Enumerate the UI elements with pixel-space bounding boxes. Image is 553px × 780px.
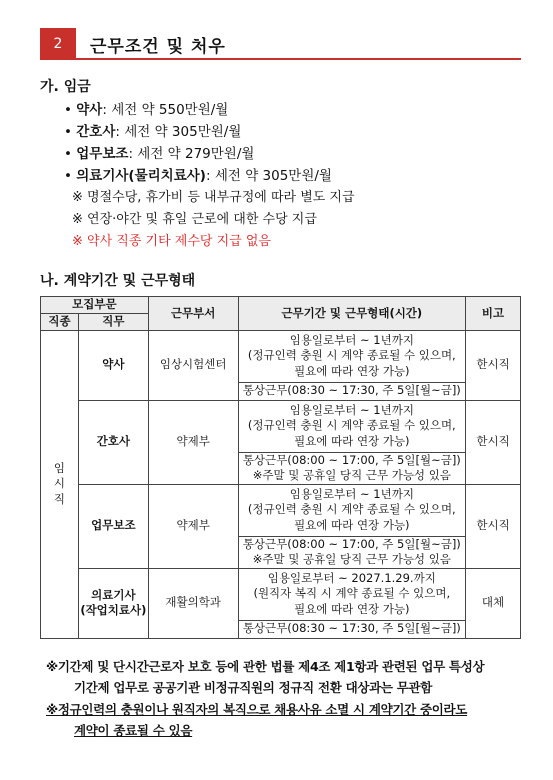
pay-value: : 세전 약 550만원/월	[102, 102, 229, 118]
remark-cell: 한시직	[466, 330, 521, 400]
pay-role: 의료기사(물리치료사)	[76, 168, 206, 184]
table-row	[41, 400, 521, 452]
pay-item-nurse: • 간호사: 세전 약 305만원/월	[64, 124, 242, 140]
remark-cell: 대체	[466, 568, 521, 638]
period-line: (정규인력 충원 시 계약 종료될 수 있으며,	[247, 502, 456, 517]
period-line: 임용일로부터 ~ 1년까지	[289, 402, 414, 417]
hours-cell	[238, 452, 466, 484]
footnote-1-line-2: 기간제 업무로 공공기관 비정규직원의 정규직 전환 대상과는 무관함	[74, 680, 433, 695]
hours-note: ※주말 및 공휴일 당직 근무 가능성 있음	[252, 468, 451, 483]
section-header	[40, 28, 521, 60]
pay-role: 업무보조	[76, 146, 129, 162]
hours-cell: 통상근무(08:30 ~ 17:30, 주 5일[월~금])	[238, 620, 466, 638]
table-row	[41, 330, 521, 382]
hours-line: 통상근무(08:00 ~ 17:00, 주 5일[월~금])	[242, 452, 461, 467]
contract-table	[40, 296, 521, 639]
period-line: (원직자 복직 시 계약 종료될 수 있으며,	[253, 586, 451, 601]
period-line: 필요에 따라 연장 가능)	[294, 433, 410, 448]
job-line: (작업치료사)	[80, 603, 147, 618]
remark-cell: 한시직	[466, 484, 521, 568]
header-remark: 비고	[466, 297, 521, 331]
dept-cell: 재활의학과	[148, 568, 238, 638]
dept-cell: 약제부	[148, 484, 238, 568]
pay-note: ※ 연장·야간 및 휴일 근로에 대한 수당 지급	[72, 212, 317, 227]
job-cell	[78, 568, 148, 638]
period-line: 필요에 따라 연장 가능)	[294, 363, 410, 378]
hours-note: ※주말 및 공휴일 당직 근무 가능성 있음	[252, 552, 451, 567]
footnote-1-line-1: ※기간제 및 단시간근로자 보호 등에 관한 법률 제4조 제1항과 관련된 업무 특성상	[46, 659, 485, 674]
job-cell: 간호사	[78, 400, 148, 484]
period-cell	[238, 330, 466, 382]
period-cell	[238, 484, 466, 536]
period-line: 필요에 따라 연장 가능)	[294, 517, 410, 532]
period-line: 임용일로부터 ~ 1년까지	[289, 332, 414, 347]
dept-cell: 임상시험센터	[148, 330, 238, 400]
section-number: 2	[40, 28, 76, 60]
footnote-2-line-2: 계약이 종료될 수 있음	[74, 723, 193, 738]
header-dept: 근무부서	[148, 297, 238, 331]
job-cell: 업무보조	[78, 484, 148, 568]
table-row	[41, 568, 521, 620]
pay-item-pharmacist: • 약사: 세전 약 550만원/월	[64, 102, 229, 118]
dept-cell: 약제부	[148, 400, 238, 484]
period-line: 필요에 따라 연장 가능)	[294, 601, 410, 616]
section-divider	[76, 58, 521, 60]
header-recruit: 모집부문	[41, 297, 149, 314]
pay-heading: 가. 임금	[40, 79, 91, 95]
pay-role: 약사	[76, 102, 103, 118]
period-line: 임용일로부터 ~ 1년까지	[289, 486, 414, 501]
period-cell	[238, 568, 466, 620]
contract-heading: 나. 계약기간 및 근무형태	[40, 273, 196, 289]
pay-note: ※ 명절수당, 휴가비 등 내부규정에 따라 별도 지급	[72, 190, 355, 205]
pay-note-warning: ※ 약사 직종 기타 제수당 지급 없음	[72, 234, 271, 249]
period-line: (정규인력 충원 시 계약 종료될 수 있으며,	[247, 348, 456, 363]
pay-value: : 세전 약 279만원/월	[128, 146, 255, 162]
footnote-2-line-1: ※정규인력의 충원이나 원직자의 복직으로 채용사유 소멸 시 계약기간 중이라도	[46, 702, 468, 717]
job-line: 의료기사	[91, 587, 136, 602]
period-line: (정규인력 충원 시 계약 종료될 수 있으며,	[247, 418, 456, 433]
pay-role: 간호사	[76, 124, 116, 140]
period-line: 임용일로부터 ~ 2027.1.29.까지	[267, 570, 436, 585]
header-job: 직무	[78, 313, 148, 330]
job-type-label: 임시직	[53, 460, 65, 506]
table-row	[41, 484, 521, 536]
hours-line: 통상근무(08:00 ~ 17:00, 주 5일[월~금])	[242, 536, 461, 551]
hours-cell	[238, 536, 466, 568]
section-title: 근무조건 및 처우	[90, 37, 226, 57]
hours-cell: 통상근무(08:30 ~ 17:30, 주 5일[월~금])	[238, 382, 466, 400]
header-job-type: 직종	[41, 313, 79, 330]
pay-value: : 세전 약 305만원/월	[115, 124, 242, 140]
job-type-cell	[41, 330, 79, 638]
job-cell: 약사	[78, 330, 148, 400]
pay-item-assistant: • 업무보조: 세전 약 279만원/월	[64, 146, 255, 162]
period-cell	[238, 400, 466, 452]
pay-value: : 세전 약 305만원/월	[205, 168, 332, 184]
remark-cell: 한시직	[466, 400, 521, 484]
header-period: 근무기간 및 근무형태(시간)	[238, 297, 466, 331]
pay-item-therapist: • 의료기사(물리치료사): 세전 약 305만원/월	[64, 168, 332, 184]
